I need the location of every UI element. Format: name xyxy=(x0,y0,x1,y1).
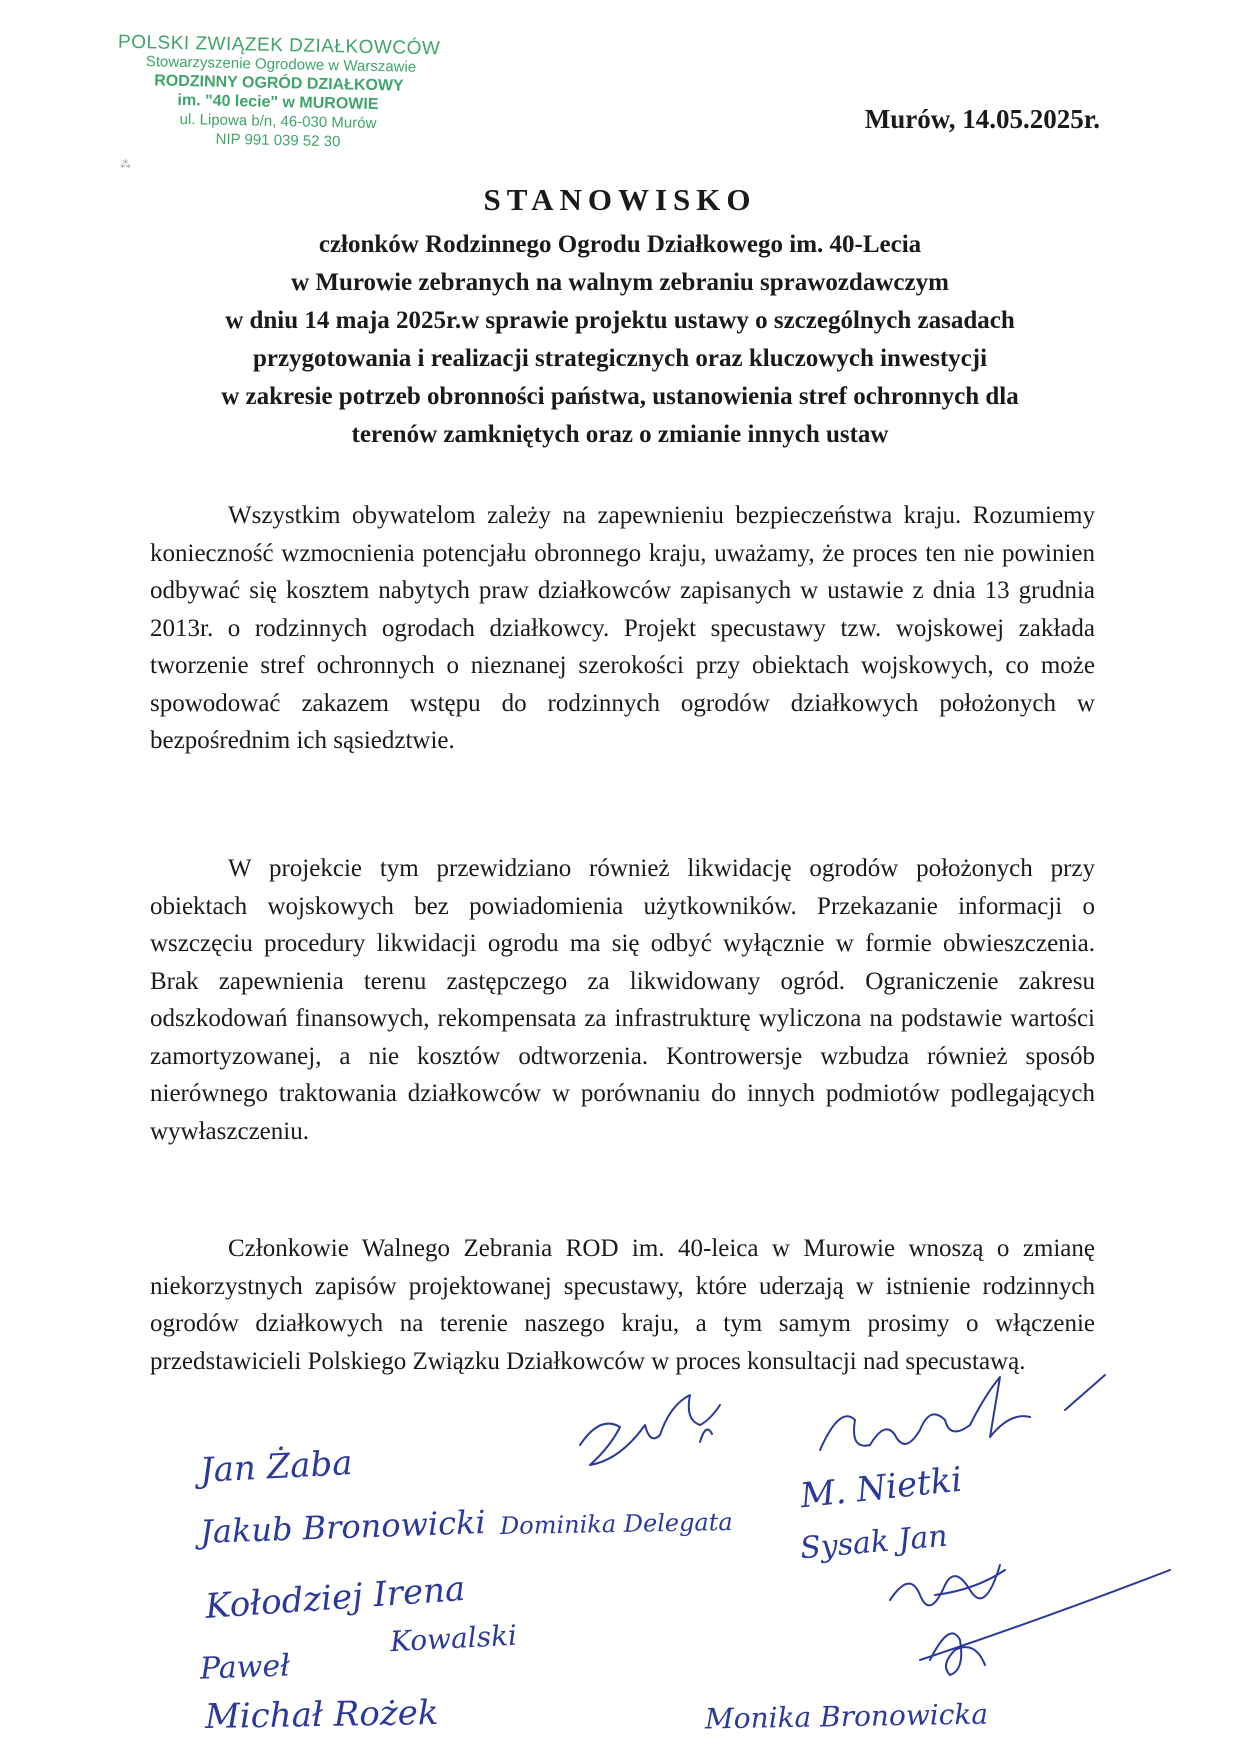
handwritten-signature: Sysak Jan xyxy=(798,1518,949,1567)
signature-stroke xyxy=(935,1570,1005,1595)
subtitle-line: w Murowie zebranych na walnym zebraniu sprawozdawczym xyxy=(291,269,949,296)
organization-stamp xyxy=(117,31,441,151)
body-paragraph-2 xyxy=(150,850,1095,1150)
handwritten-signature: Jakub Bronowicki xyxy=(199,1503,487,1551)
signature-stroke xyxy=(1065,1375,1105,1410)
handwritten-signature: Kołodziej Irena xyxy=(203,1568,467,1628)
paragraph-text: W projekcie tym przewidziano również likwidację ogrodów położonych przy obiektach wojskowych bez powiadomienia użytkowników. Przekazanie informacji o wszczęciu procedury likwidacji ogrodu ma się odbyć wyłącznie w formie obwieszczenia. Brak zapewnienia terenu zastępczego za likwidowany ogród. Ograniczenie zakresu odszkodowań finansowych, rekompensata za infrastrukturę wyliczona na podstawie wartości zamortyzowanej, a nie kosztów odtworzenia. Kontrowersje wzbudza również sposób nierównego traktowania działkowców w porównaniu do innych podmiotów podlegających wywłaszczeniu. xyxy=(150,855,1095,1145)
subtitle-line: w dniu 14 maja 2025r.w sprawie projektu ustawy o szczególnych zasadach xyxy=(225,307,1015,334)
signature-stroke xyxy=(820,1377,1030,1450)
signature-stroke xyxy=(700,1430,712,1443)
signature-stroke xyxy=(580,1395,720,1465)
document-subtitle xyxy=(130,226,1110,454)
subtitle-line: terenów zamkniętych oraz o zmianie innych ustaw xyxy=(351,421,889,448)
handwritten-signature: Kowalski xyxy=(389,1618,518,1659)
signature-stroke xyxy=(890,1565,1000,1605)
handwritten-signature: Monika Bronowicka xyxy=(704,1697,989,1736)
paragraph-text: Członkowie Walnego Zebrania ROD im. 40-leica w Murowie wnoszą o zmianę niekorzystnych zapisów projektowanej specustawy, które uderzają w istnienie rodzinnych ogrodów działkowych na terenie naszego kraju, a tym samym prosimy o włączenie przedstawicieli Polskiego Związku Działkowców w proces konsultacji nad specustawą. xyxy=(150,1235,1095,1375)
subtitle-line: przygotowania i realizacji strategicznych oraz kluczowych inwestycji xyxy=(252,345,988,372)
stamp-smudge: ⁂ xyxy=(120,159,131,171)
stamp-line: Stowarzyszenie Ogrodowe w Warszawie xyxy=(145,53,417,76)
body-paragraph-3 xyxy=(150,1230,1095,1380)
document-title: STANOWISKO xyxy=(483,182,757,217)
stamp-line: RODZINNY OGRÓD DZIAŁKOWY xyxy=(154,72,404,95)
handwritten-signature: Dominika Delegata xyxy=(499,1507,733,1541)
document-date: Murów, 14.05.2025r. xyxy=(864,104,1100,134)
subtitle-line: członków Rodzinnego Ogrodu Działkowego im. 40-Lecia xyxy=(318,231,922,258)
handwritten-signature: M. Nietki xyxy=(798,1459,964,1517)
handwritten-signature: Michał Rożek xyxy=(204,1692,439,1738)
stamp-line: POLSKI ZWIĄZEK DZIAŁKOWCÓW xyxy=(117,31,441,60)
stamp-line: im. "40 lecie" w MUROWIE xyxy=(177,91,379,114)
body-paragraph-1 xyxy=(150,497,1095,760)
signature-stroke xyxy=(930,1633,985,1675)
subtitle-line: w zakresie potrzeb obronności państwa, ustanowienia stref ochronnych dla xyxy=(221,383,1019,410)
stamp-line: ul. Lipowa b/n, 46-030 Murów xyxy=(179,110,377,133)
handwritten-signature: Paweł xyxy=(199,1648,291,1687)
stamp-line: NIP 991 039 52 30 xyxy=(215,130,341,151)
paragraph-text: Wszystkim obywatelom zależy na zapewnieniu bezpieczeństwa kraju. Rozumiemy konieczność wzmocnienia potencjału obronnego kraju, uważamy, że proces ten nie powinien odbywać się kosztem nabytych praw działkowców zapisanych w ustawie z dnia 13 grudnia 2013r. o rodzinnych ogrodach działkowcy. Projekt specustawy tzw. wojskowej zakłada tworzenie stref ochronnych o nieznanej szerokości przy obiektach wojskowych, co może spowodować zakazem wstępu do rodzinnych ogrodów działkowych położonych w bezpośrednim ich sąsiedztwie. xyxy=(150,502,1095,754)
signature-stroke xyxy=(920,1570,1170,1660)
handwritten-signature: Jan Żaba xyxy=(199,1443,354,1491)
